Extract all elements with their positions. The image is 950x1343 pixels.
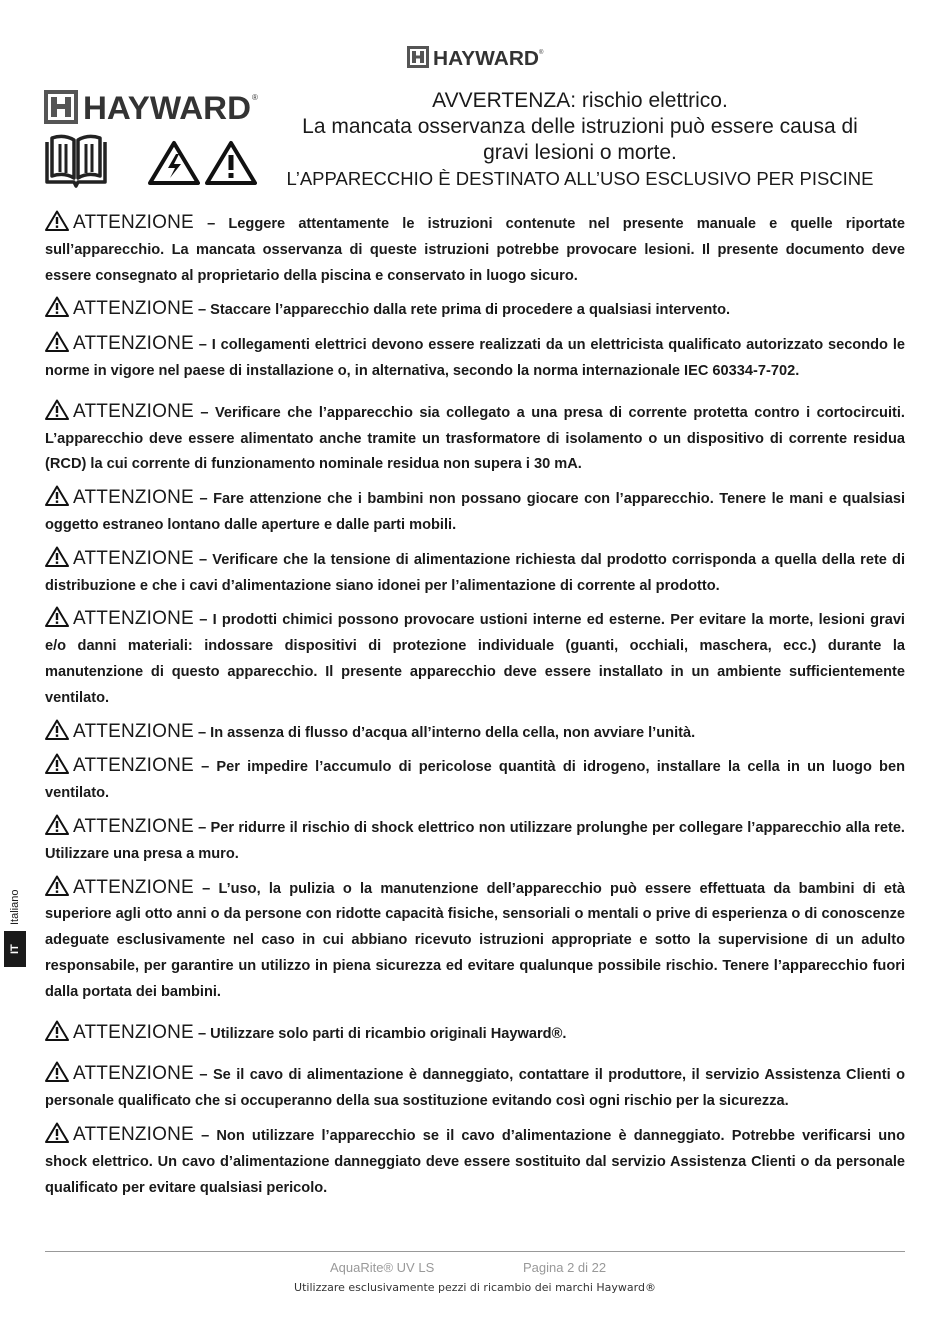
header-line-3: gravi lesioni o morte. <box>483 141 677 164</box>
language-code: IT <box>4 931 26 967</box>
warning-item <box>45 814 905 868</box>
warning-item <box>45 1061 905 1115</box>
warning-text: – I prodotti chimici possono provocare ustioni interne ed esterne. Per evitare la morte, lesioni gravi e/o danni materiali: indossare dispositivi di protezione individuale (guanti, occhiali, maschera, ecc.) durante la manutenzione di questo apparecchio. Il presente apparecchio deve essere installato in un ambiente sufficientemente ventilato. <box>45 612 905 706</box>
header-line-1: AVVERTENZA: rischio elettrico. <box>432 89 728 112</box>
warning-keyword: ATTENZIONE <box>73 1063 194 1085</box>
warning-item <box>45 719 905 747</box>
warning-triangle-icon <box>45 1122 69 1143</box>
warning-text: – Per impedire l’accumulo di pericolose quantità di idrogeno, installare la cella in un luogo ben ventilato. <box>45 759 905 802</box>
warning-keyword: ATTENZIONE <box>73 608 194 630</box>
warning-keyword: ATTENZIONE <box>73 1123 194 1145</box>
warning-item <box>45 606 905 711</box>
footer-page-number: Pagina 2 di 22 <box>523 1260 607 1275</box>
warning-keyword: ATTENZIONE <box>73 755 194 777</box>
warning-triangle-icon <box>45 1061 69 1082</box>
warning-item <box>45 485 905 539</box>
electric-hazard-icon <box>148 140 200 186</box>
footer-note: Utilizzare esclusivamente pezzi di ricambio dei marchi Hayward® <box>294 1281 656 1294</box>
warning-item <box>45 1020 905 1048</box>
read-manual-icon <box>44 134 108 188</box>
warning-triangle-icon <box>45 753 69 774</box>
warning-keyword: ATTENZIONE <box>73 400 194 422</box>
svg-text:HAYWARD: HAYWARD <box>83 90 251 126</box>
warning-text: – In assenza di flusso d’acqua all’interno della cella, non avviare l’unità. <box>193 724 696 741</box>
warning-text: – L’uso, la pulizia o la manutenzione dell’apparecchio può essere effettuata da bambini di età superiore agli otto anni o da persone con ridotte capacità fisiche, sensoriali o mentali o prive di esperienza o di conoscenze adeguate esclusivamente nel caso in cui abbiano ricevuto istruzioni appropriate e sotto la supervisione di un adulto responsabile, per garantire un utilizzo in piena sicurezza ed evitare qualunque possibile rischio. Tenere l’apparecchio fuori dalla portata dei bambini. <box>45 880 905 1000</box>
warning-triangle-icon <box>45 606 69 627</box>
footer-product: AquaRite® UV LS <box>330 1260 435 1275</box>
warning-text: – Se il cavo di alimentazione è danneggiato, contattare il produttore, il servizio Assistenza Clienti o personale qualificato che si occuperanno della sua sostituzione evitando così ogni rischio per la sicurezza. <box>45 1067 905 1110</box>
warning-triangle-icon <box>45 875 69 896</box>
warning-keyword: ATTENZIONE <box>73 212 194 233</box>
warning-text: – Staccare l’apparecchio dalla rete prima di procedere a qualsiasi intervento. <box>193 302 731 319</box>
warning-triangle-icon <box>45 546 69 567</box>
warning-text: – Per ridurre il rischio di shock elettrico non utilizzare prolunghe per collegare l’apparecchio alla rete. Utilizzare una presa a muro. <box>45 819 905 862</box>
warning-item <box>45 331 905 385</box>
warning-keyword: ATTENZIONE <box>73 720 194 742</box>
warning-triangle-icon <box>45 485 69 506</box>
warning-triangle-icon <box>45 210 69 231</box>
warning-item <box>45 1122 905 1201</box>
hayward-logo-small <box>407 45 545 69</box>
warning-item <box>45 753 905 807</box>
svg-text:®: ® <box>252 93 258 102</box>
warning-keyword: ATTENZIONE <box>73 298 194 320</box>
warning-keyword: ATTENZIONE <box>73 815 194 837</box>
warning-triangle-icon <box>45 1020 69 1041</box>
warning-item <box>45 546 905 600</box>
warning-item <box>45 296 905 324</box>
warning-text: – Verificare che l’apparecchio sia collegato a una presa di corrente protetta contro i cortocircuiti. L’apparecchio deve essere alimentato anche tramite un trasformatore di isolamento o un dispositivo di corrente residua (RCD) la cui corrente di funzionamento nominale residua non supera i 30 mA. <box>45 404 905 473</box>
svg-text:®: ® <box>539 50 544 56</box>
warning-text: – Verificare che la tensione di alimentazione richiesta dal prodotto corrisponda a quella della rete di distribuzione e che i cavi d’alimentazione siano idonei per l’alimentazione di corrente al prodotto. <box>45 551 905 594</box>
warning-item <box>45 875 905 1006</box>
header-line-2: La mancata osservanza delle istruzioni può essere causa di <box>302 115 858 138</box>
language-label: Italiano <box>9 889 21 925</box>
warning-keyword: ATTENZIONE <box>73 487 194 509</box>
warning-text: – Fare attenzione che i bambini non possano giocare con l’apparecchio. Tenere le mani e qualsiasi oggetto estraneo lontano dalle aperture e dalle parti mobili. <box>45 491 905 533</box>
language-tab <box>0 885 28 967</box>
warning-keyword: ATTENZIONE <box>73 547 194 569</box>
footer-divider <box>45 1251 905 1252</box>
warning-triangle-icon <box>45 331 69 352</box>
warning-text: – I collegamenti elettrici devono essere realizzati da un elettricista qualificato autorizzato secondo le norme in vigore nel paese di installazione o, in alternativa, secondo la norma internazionale IEC 60334-7-702. <box>45 337 905 379</box>
header-warning <box>258 88 902 192</box>
svg-text:HAYWARD: HAYWARD <box>433 48 539 69</box>
warning-triangle-icon <box>45 719 69 740</box>
warning-text: – Non utilizzare l’apparecchio se il cavo d’alimentazione è danneggiato. Potrebbe verificarsi uno shock elettrico. Un cavo d’alimentazione danneggiato deve essere sostituito dal servizio Assistenza Clienti o da personale qualificato per evitare qualsiasi pericolo. <box>45 1127 905 1196</box>
warning-item <box>45 210 905 289</box>
warning-icon <box>205 140 257 186</box>
warning-keyword: ATTENZIONE <box>73 333 194 355</box>
warning-triangle-icon <box>45 814 69 835</box>
warning-triangle-icon <box>45 399 69 420</box>
warning-keyword: ATTENZIONE <box>73 1021 194 1043</box>
hayward-logo <box>44 88 260 126</box>
warning-text: – Leggere attentamente le istruzioni contenute nel presente manuale e quelle riportate sull’apparecchio. La mancata osservanza di queste istruzioni potrebbe provocare lesioni. Il presente documento deve essere consegnato al proprietario della piscina e conservato in luogo sicuro. <box>45 216 905 284</box>
warning-triangle-icon <box>45 296 69 317</box>
warnings-list <box>45 210 905 1208</box>
warning-item <box>45 399 905 478</box>
warning-text: – Utilizzare solo parti di ricambio originali Hayward®. <box>193 1025 567 1042</box>
warning-keyword: ATTENZIONE <box>73 876 194 898</box>
header-line-4: L’APPARECCHIO È DESTINATO ALL’USO ESCLUSIVO PER PISCINE <box>286 168 874 189</box>
